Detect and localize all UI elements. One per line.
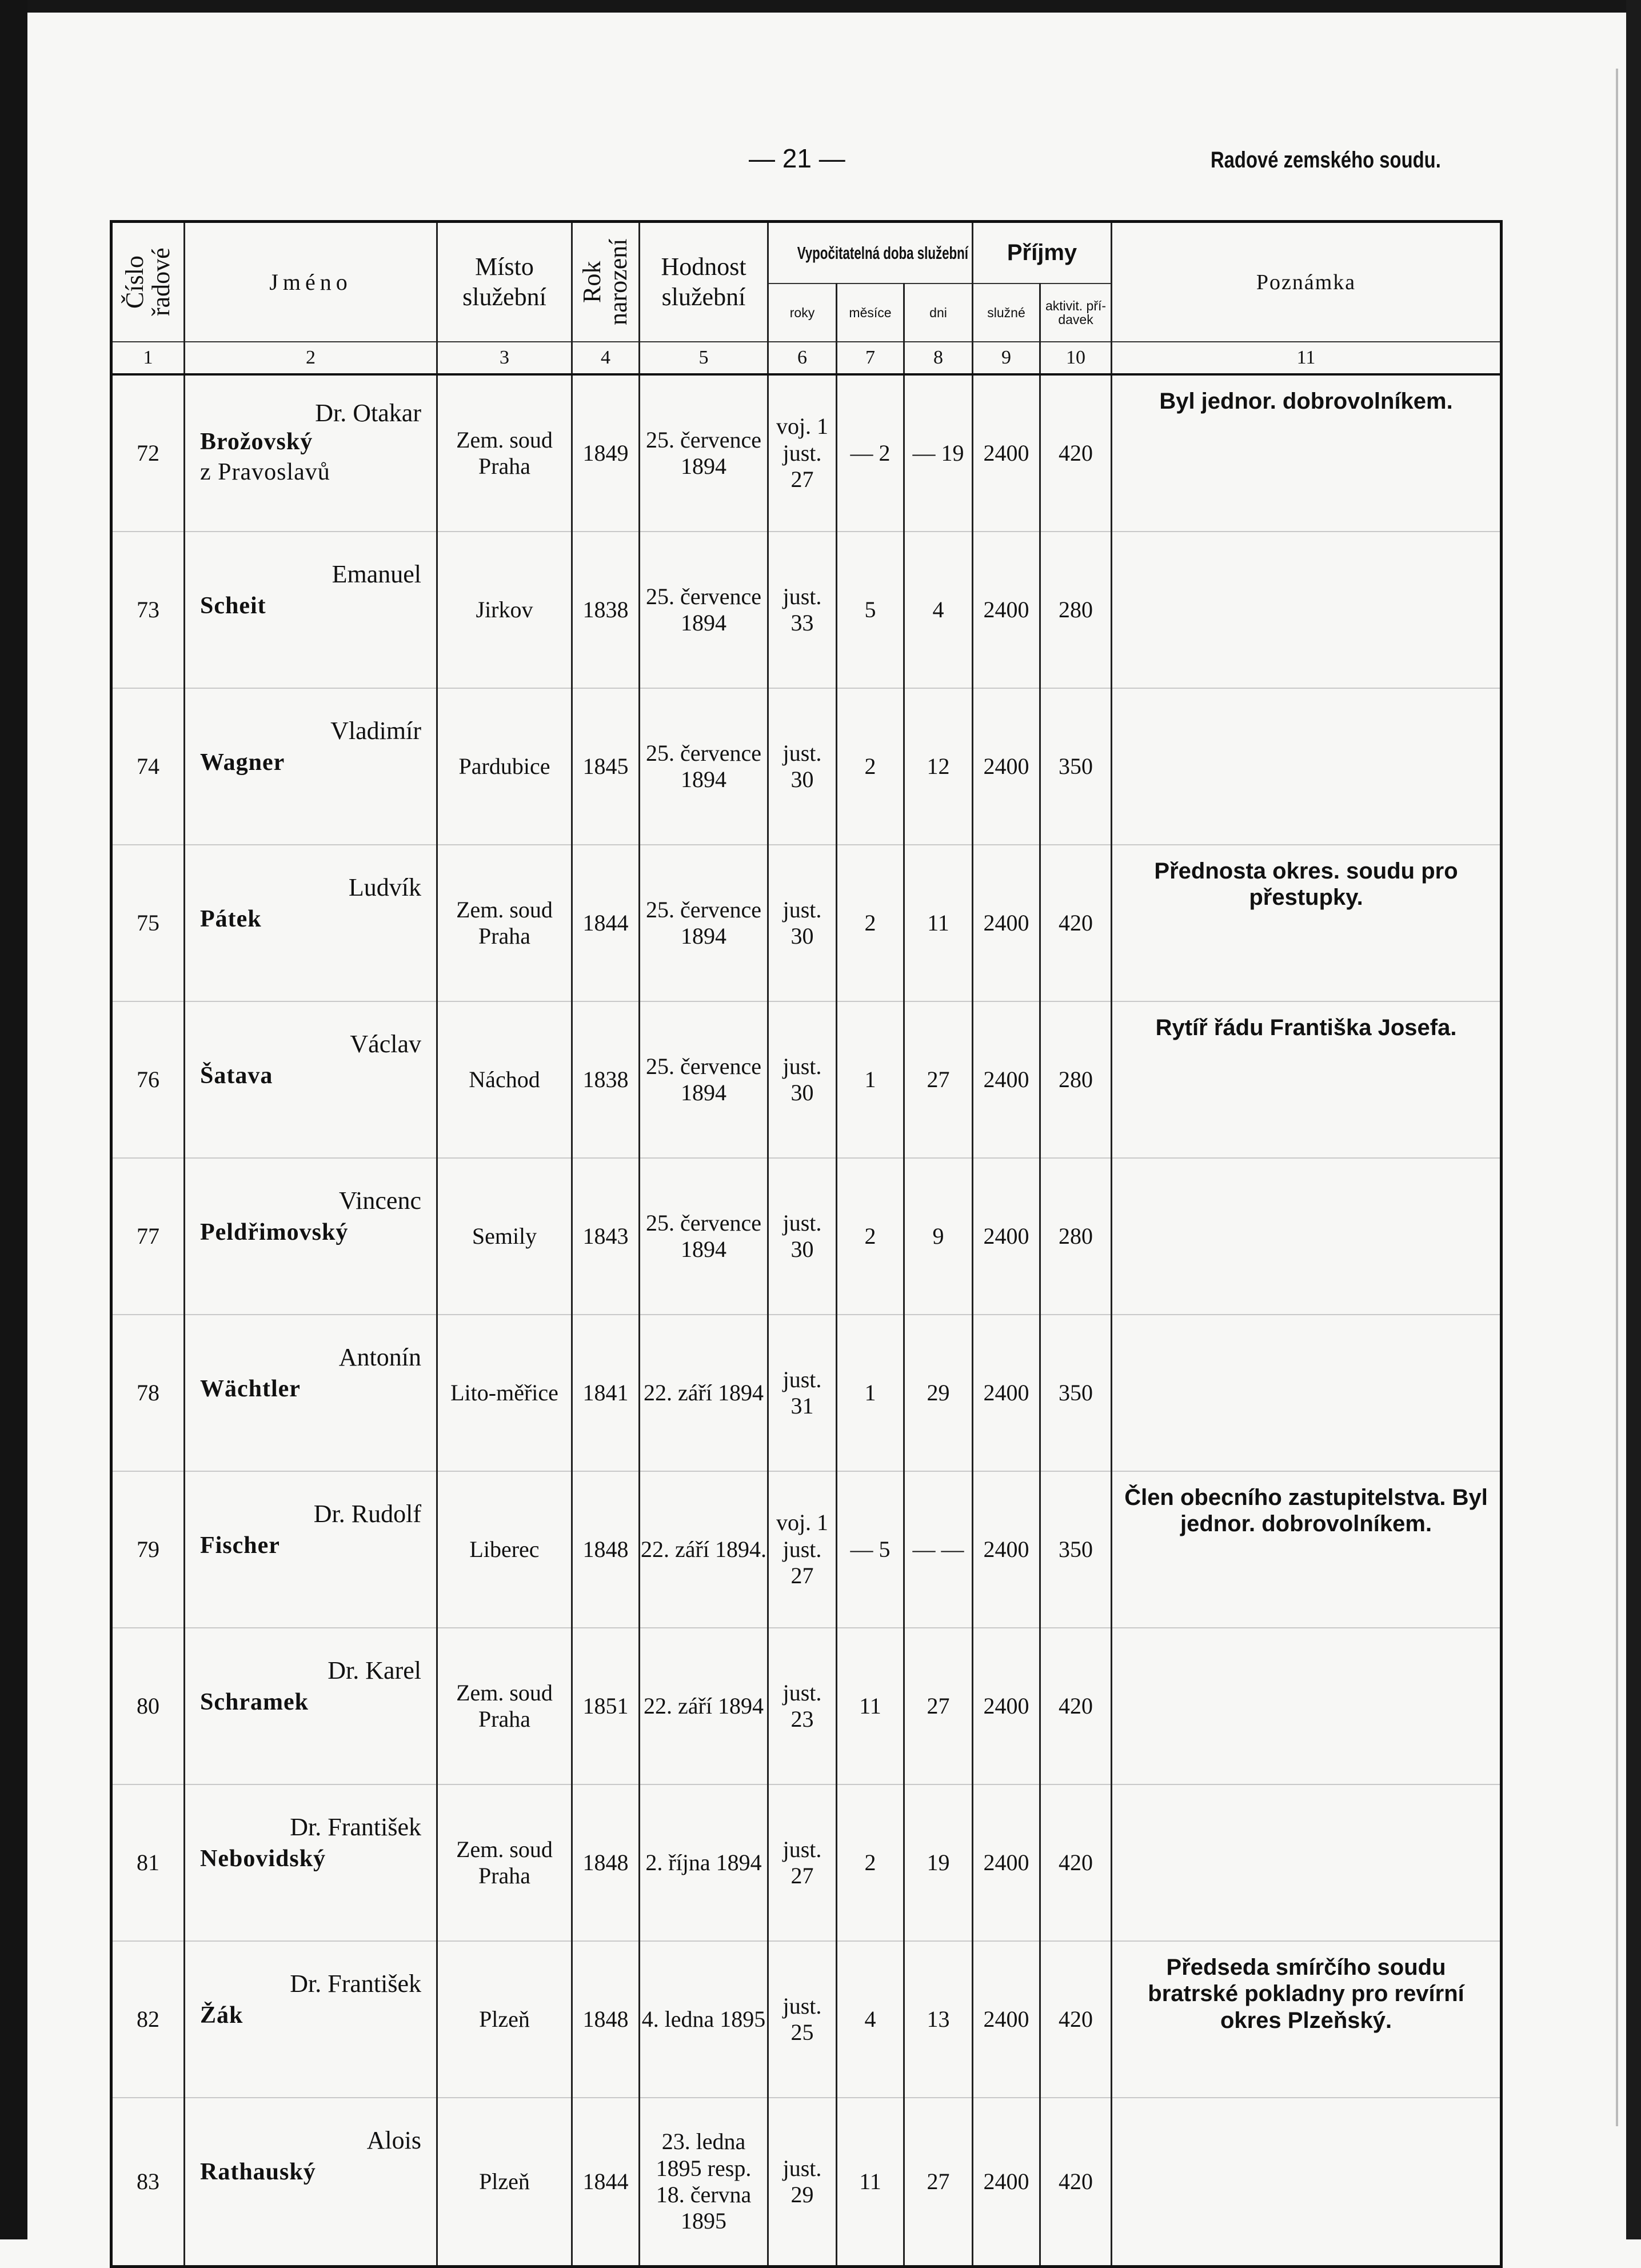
- row-born: 1848: [572, 1784, 640, 1941]
- row-born: 1841: [572, 1315, 640, 1471]
- row-number: 81: [111, 1784, 185, 1941]
- surname: Brožovský: [200, 429, 313, 455]
- row-born: 1848: [572, 1941, 640, 2098]
- row-years: just. 29: [768, 2098, 837, 2267]
- header-number: Číslo řadové: [111, 222, 185, 342]
- row-years: just. 31: [768, 1315, 837, 1471]
- row-active: 420: [1040, 845, 1112, 1001]
- row-rank: 22. září 1894.: [640, 1471, 768, 1628]
- surname: Rathauský: [200, 2159, 316, 2185]
- row-active: 280: [1040, 1158, 1112, 1315]
- table-row: [111, 532, 1502, 688]
- scan-top-edge: [0, 0, 1641, 13]
- row-months: 2: [837, 845, 904, 1001]
- row-rank: 22. září 1894: [640, 1315, 768, 1471]
- column-number-row: [111, 342, 1502, 374]
- row-name: [185, 845, 437, 1001]
- header-months: měsíce: [837, 284, 904, 342]
- row-number: 80: [111, 1628, 185, 1784]
- row-note: Rytíř řádu Františka Josefa.: [1112, 1001, 1502, 1158]
- page-number: — 21 —: [749, 143, 845, 173]
- row-place: Pardubice: [437, 688, 572, 845]
- row-salary: 2400: [973, 845, 1040, 1001]
- row-active: 280: [1040, 532, 1112, 688]
- row-place: Lito-měřice: [437, 1315, 572, 1471]
- row-place: Semily: [437, 1158, 572, 1315]
- row-name: [185, 1628, 437, 1784]
- row-days: 12: [904, 688, 973, 845]
- row-note: [1112, 1158, 1502, 1315]
- row-name: [185, 1471, 437, 1628]
- row-rank: 25. července 1894: [640, 845, 768, 1001]
- row-months: 5: [837, 532, 904, 688]
- row-rank: 25. července 1894: [640, 688, 768, 845]
- row-note: [1112, 2098, 1502, 2267]
- table-row: [111, 374, 1502, 532]
- row-years: just. 30: [768, 1158, 837, 1315]
- header-years: roky: [768, 284, 837, 342]
- surname: Šatava: [200, 1063, 273, 1089]
- row-days: 27: [904, 2098, 973, 2267]
- row-born: 1849: [572, 374, 640, 532]
- row-name: [185, 688, 437, 845]
- row-years: voj. 1 just. 27: [768, 374, 837, 532]
- row-place: Liberec: [437, 1471, 572, 1628]
- row-name: [185, 1001, 437, 1158]
- table-row: [111, 1784, 1502, 1941]
- surname: Scheit: [200, 593, 266, 619]
- row-number: 77: [111, 1158, 185, 1315]
- row-days: 13: [904, 1941, 973, 2098]
- register-table: [110, 220, 1503, 2268]
- row-years: just. 23: [768, 1628, 837, 1784]
- given-name: Dr. Rudolf: [313, 1500, 421, 1528]
- row-rank: 23. ledna 1895 resp. 18. června 1895: [640, 2098, 768, 2267]
- given-name: Vincenc: [339, 1187, 421, 1215]
- row-name: [185, 2098, 437, 2267]
- given-name: Dr. František: [290, 1970, 421, 1998]
- row-years: just. 30: [768, 1001, 837, 1158]
- row-place: Náchod: [437, 1001, 572, 1158]
- row-note: Byl jednor. dobrovolníkem.: [1112, 374, 1502, 532]
- table-row: [111, 1941, 1502, 2098]
- table-row: [111, 688, 1502, 845]
- row-note: [1112, 532, 1502, 688]
- header-rank: Hodnost služební: [640, 222, 768, 342]
- row-born: 1838: [572, 532, 640, 688]
- table-row: [111, 1158, 1502, 1315]
- table-row: [111, 845, 1502, 1001]
- row-years: just. 30: [768, 688, 837, 845]
- row-salary: 2400: [973, 1001, 1040, 1158]
- given-name: Emanuel: [332, 560, 421, 588]
- surname: Wächtler: [200, 1376, 301, 1402]
- header-income-group: Příjmy: [973, 222, 1112, 284]
- row-salary: 2400: [973, 1471, 1040, 1628]
- row-salary: 2400: [973, 1158, 1040, 1315]
- name-predicate: z Pravoslavů: [200, 459, 330, 485]
- header-row-top: [111, 222, 1502, 284]
- row-note: [1112, 1784, 1502, 1941]
- row-salary: 2400: [973, 1315, 1040, 1471]
- row-born: 1843: [572, 1158, 640, 1315]
- row-years: voj. 1 just. 27: [768, 1471, 837, 1628]
- row-rank: 2. října 1894: [640, 1784, 768, 1941]
- column-number: 5: [640, 342, 768, 374]
- surname: Schramek: [200, 1689, 309, 1715]
- row-note: Člen obecního zastupitelstva. Byl jednor. dobrovolníkem.: [1112, 1471, 1502, 1628]
- row-years: just. 30: [768, 845, 837, 1001]
- column-number: 11: [1112, 342, 1502, 374]
- table-row: [111, 1471, 1502, 1628]
- row-born: 1845: [572, 688, 640, 845]
- row-months: 4: [837, 1941, 904, 2098]
- row-number: 79: [111, 1471, 185, 1628]
- header-name: Jméno: [185, 222, 437, 342]
- row-days: 27: [904, 1001, 973, 1158]
- row-years: just. 27: [768, 1784, 837, 1941]
- row-note: [1112, 1315, 1502, 1471]
- row-place: Zem. soud Praha: [437, 845, 572, 1001]
- surname: Wagner: [200, 749, 285, 776]
- row-months: — 2: [837, 374, 904, 532]
- row-salary: 2400: [973, 1784, 1040, 1941]
- page-fold-line: [1616, 69, 1618, 2126]
- row-note: Předseda smírčího soudu bratrské pokladny pro revírní okres Plzeňský.: [1112, 1941, 1502, 2098]
- row-place: Zem. soud Praha: [437, 1628, 572, 1784]
- row-months: — 5: [837, 1471, 904, 1628]
- row-active: 420: [1040, 1628, 1112, 1784]
- row-rank: 25. července 1894: [640, 532, 768, 688]
- column-number: 4: [572, 342, 640, 374]
- row-born: 1844: [572, 2098, 640, 2267]
- row-born: 1848: [572, 1471, 640, 1628]
- table-row: [111, 2098, 1502, 2267]
- scan-left-edge: [0, 0, 27, 2239]
- row-number: 72: [111, 374, 185, 532]
- column-number: 3: [437, 342, 572, 374]
- row-name: [185, 532, 437, 688]
- row-number: 74: [111, 688, 185, 845]
- row-active: 280: [1040, 1001, 1112, 1158]
- row-note: [1112, 688, 1502, 845]
- scan-right-edge: [1626, 0, 1641, 2239]
- row-months: 2: [837, 1158, 904, 1315]
- table-row: [111, 1315, 1502, 1471]
- row-name: [185, 374, 437, 532]
- given-name: Ludvík: [348, 873, 421, 901]
- row-active: 350: [1040, 1471, 1112, 1628]
- row-active: 420: [1040, 1784, 1112, 1941]
- row-months: 1: [837, 1315, 904, 1471]
- row-note: [1112, 1628, 1502, 1784]
- row-salary: 2400: [973, 374, 1040, 532]
- row-name: [185, 1941, 437, 2098]
- row-place: Jirkov: [437, 532, 572, 688]
- row-days: 11: [904, 845, 973, 1001]
- surname: Žák: [200, 2002, 243, 2029]
- row-salary: 2400: [973, 1941, 1040, 2098]
- row-number: 82: [111, 1941, 185, 2098]
- table-row: [111, 1628, 1502, 1784]
- row-salary: 2400: [973, 2098, 1040, 2267]
- row-salary: 2400: [973, 1628, 1040, 1784]
- row-name: [185, 1158, 437, 1315]
- row-years: just. 25: [768, 1941, 837, 2098]
- row-days: 19: [904, 1784, 973, 1941]
- given-name: Dr. František: [290, 1813, 421, 1841]
- given-name: Václav: [350, 1030, 421, 1058]
- row-rank: 4. ledna 1895: [640, 1941, 768, 2098]
- header-birth-year: Rok narození: [572, 222, 640, 342]
- row-born: 1851: [572, 1628, 640, 1784]
- row-number: 73: [111, 532, 185, 688]
- header-note: Poznámka: [1112, 222, 1502, 342]
- header-service-group: Vypočitatelná doba služební: [768, 222, 973, 284]
- row-months: 1: [837, 1001, 904, 1158]
- header-active: aktivit. pří-davek: [1040, 284, 1112, 342]
- row-salary: 2400: [973, 688, 1040, 845]
- row-rank: 25. července 1894: [640, 374, 768, 532]
- row-months: 11: [837, 1628, 904, 1784]
- surname: Nebovidský: [200, 1846, 326, 1872]
- row-name: [185, 1784, 437, 1941]
- row-days: — —: [904, 1471, 973, 1628]
- table-row: [111, 1001, 1502, 1158]
- row-number: 78: [111, 1315, 185, 1471]
- header-place: Místo služební: [437, 222, 572, 342]
- row-months: 2: [837, 688, 904, 845]
- row-rank: 22. září 1894: [640, 1628, 768, 1784]
- given-name: Dr. Karel: [328, 1656, 421, 1684]
- row-number: 75: [111, 845, 185, 1001]
- column-number: 1: [111, 342, 185, 374]
- given-name: Antonín: [338, 1343, 421, 1371]
- header-days: dni: [904, 284, 973, 342]
- row-months: 2: [837, 1784, 904, 1941]
- row-number: 83: [111, 2098, 185, 2267]
- given-name: Dr. Otakar: [315, 399, 421, 427]
- row-born: 1838: [572, 1001, 640, 1158]
- surname: Fischer: [200, 1532, 280, 1559]
- row-note: Přednosta okres. soudu pro přestupky.: [1112, 845, 1502, 1001]
- row-active: 420: [1040, 1941, 1112, 2098]
- given-name: Alois: [366, 2126, 421, 2154]
- column-number: 9: [973, 342, 1040, 374]
- row-active: 350: [1040, 1315, 1112, 1471]
- row-number: 76: [111, 1001, 185, 1158]
- row-place: Zem. soud Praha: [437, 374, 572, 532]
- row-years: just. 33: [768, 532, 837, 688]
- column-number: 2: [185, 342, 437, 374]
- row-days: 27: [904, 1628, 973, 1784]
- column-number: 6: [768, 342, 837, 374]
- row-days: — 19: [904, 374, 973, 532]
- row-days: 29: [904, 1315, 973, 1471]
- row-active: 420: [1040, 2098, 1112, 2267]
- column-number: 8: [904, 342, 973, 374]
- row-days: 9: [904, 1158, 973, 1315]
- surname: Peldřimovský: [200, 1219, 349, 1245]
- row-place: Plzeň: [437, 2098, 572, 2267]
- running-head: Radové zemského soudu.: [1211, 147, 1441, 173]
- row-active: 350: [1040, 688, 1112, 845]
- header-salary: služné: [973, 284, 1040, 342]
- row-born: 1844: [572, 845, 640, 1001]
- surname: Pátek: [200, 906, 262, 932]
- row-place: Plzeň: [437, 1941, 572, 2098]
- row-rank: 25. července 1894: [640, 1158, 768, 1315]
- given-name: Vladimír: [330, 717, 421, 745]
- row-rank: 25. července 1894: [640, 1001, 768, 1158]
- column-number: 10: [1040, 342, 1112, 374]
- row-name: [185, 1315, 437, 1471]
- row-days: 4: [904, 532, 973, 688]
- column-number: 7: [837, 342, 904, 374]
- row-salary: 2400: [973, 532, 1040, 688]
- row-active: 420: [1040, 374, 1112, 532]
- row-place: Zem. soud Praha: [437, 1784, 572, 1941]
- row-months: 11: [837, 2098, 904, 2267]
